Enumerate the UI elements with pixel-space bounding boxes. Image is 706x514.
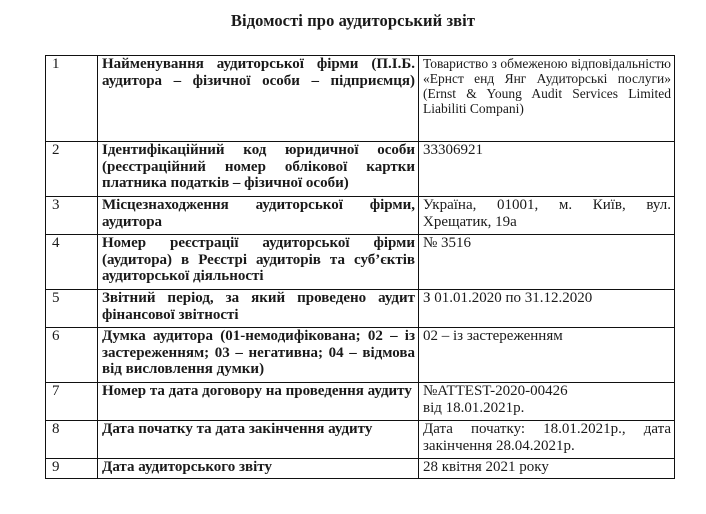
table-row bbox=[46, 56, 675, 142]
table-row bbox=[46, 421, 675, 459]
row-label: Найменування аудиторської фірми (П.І.Б. аудитора – фізичної особи – підприємця) bbox=[98, 56, 419, 142]
row-label: Звітний період, за який проведено аудит фінансової звітності bbox=[98, 290, 419, 328]
row-number: 3 bbox=[46, 197, 98, 235]
table-row bbox=[46, 142, 675, 197]
row-label: Місцезнаходження аудиторської фірми, аудитора bbox=[98, 197, 419, 235]
row-value: 28 квітня 2021 року bbox=[419, 459, 675, 479]
table-row bbox=[46, 197, 675, 235]
row-label: Дата аудиторського звіту bbox=[98, 459, 419, 479]
table-row bbox=[46, 328, 675, 383]
row-label: Ідентифікаційний код юридичної особи (реєстраційний номер облікової картки платника податків – фізичної особи) bbox=[98, 142, 419, 197]
row-value: 02 – із застереженням bbox=[419, 328, 675, 383]
audit-report-table bbox=[45, 55, 675, 479]
table-row bbox=[46, 383, 675, 421]
table-row bbox=[46, 235, 675, 290]
table-row bbox=[46, 459, 675, 479]
row-number: 8 bbox=[46, 421, 98, 459]
row-number: 4 bbox=[46, 235, 98, 290]
row-number: 1 bbox=[46, 56, 98, 142]
row-number: 2 bbox=[46, 142, 98, 197]
table-row bbox=[46, 290, 675, 328]
row-number: 9 bbox=[46, 459, 98, 479]
row-number: 6 bbox=[46, 328, 98, 383]
page-title: Відомості про аудиторський звіт bbox=[230, 11, 476, 30]
row-number: 5 bbox=[46, 290, 98, 328]
row-value: № 3516 bbox=[419, 235, 675, 290]
row-value: 33306921 bbox=[419, 142, 675, 197]
contract-date: від 18.01.2021р. bbox=[423, 399, 525, 416]
row-label: Дата початку та дата закінчення аудиту bbox=[98, 421, 419, 459]
row-label: Номер реєстрації аудиторської фірми (аудитора) в Реєстрі аудиторів та суб’єктів аудиторської діяльності bbox=[98, 235, 419, 290]
row-value: З 01.01.2020 по 31.12.2020 bbox=[419, 290, 675, 328]
row-value: Товариство з обмеженою відповідальністю «Ернст енд Янг Аудиторські послуги» (Ernst & Young Audit Services Limited Liabiliti Compani) bbox=[419, 56, 675, 142]
row-value: Дата початку: 18.01.2021р., дата закінчення 28.04.2021р. bbox=[419, 421, 675, 459]
row-label: Думка аудитора (01-немодифікована; 02 – із застереженням; 03 – негативна; 04 – відмова від висловлення думки) bbox=[98, 328, 419, 383]
row-value bbox=[419, 383, 675, 421]
contract-number: №ATTEST-2020-00426 bbox=[423, 383, 568, 399]
row-value: Україна, 01001, м. Київ, вул. Хрещатик, 19а bbox=[419, 197, 675, 235]
row-label: Номер та дата договору на проведення аудиту bbox=[98, 383, 419, 421]
row-number: 7 bbox=[46, 383, 98, 421]
